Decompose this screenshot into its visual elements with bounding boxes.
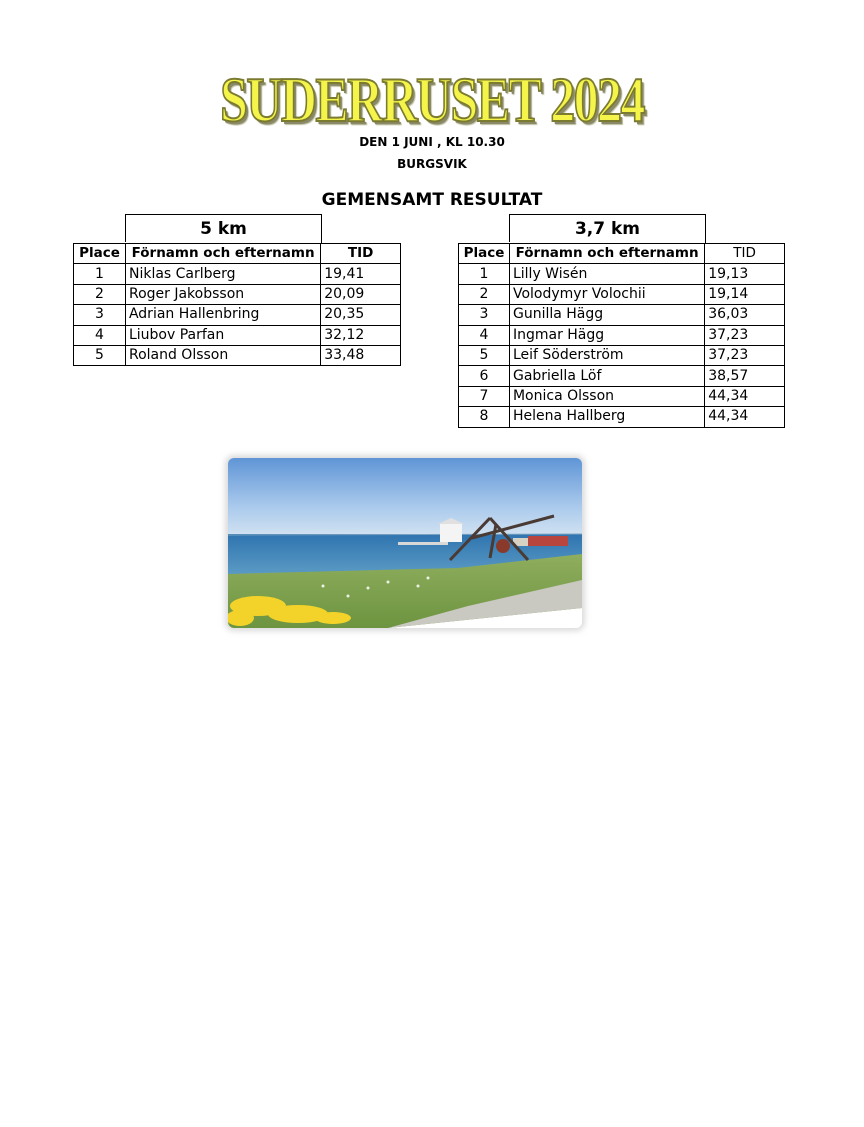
name-cell: Liubov Parfan [125,325,320,345]
table-header-row [74,244,401,264]
section-heading: GEMENSAMT RESULTAT [321,190,543,210]
place-cell: 4 [459,325,510,345]
time-cell: 36,03 [705,305,785,325]
table-row [459,284,785,304]
name-cell: Ingmar Hägg [509,325,704,345]
column-header-time: TID [321,244,401,264]
distance-label-37km: 3,7 km [509,214,706,242]
place-cell: 1 [459,264,510,284]
time-cell: 19,13 [705,264,785,284]
time-cell: 37,23 [705,325,785,345]
time-cell: 44,34 [705,407,785,427]
table-row [74,264,401,284]
event-location: BURGSVIK [397,157,467,171]
place-cell: 2 [459,284,510,304]
table-row [74,345,401,365]
column-header-name: Förnamn och efternamn [125,244,320,264]
name-cell: Niklas Carlberg [125,264,320,284]
table-row [459,345,785,365]
column-divider [705,214,706,244]
table-row [459,386,785,406]
red-building [528,536,568,546]
harbor-photo [228,458,582,628]
table-row [74,325,401,345]
column-header-place: Place [459,244,510,264]
name-cell: Lilly Wisén [509,264,704,284]
name-cell: Roger Jakobsson [125,284,320,304]
sky [228,458,582,538]
name-cell: Volodymyr Volochii [509,284,704,304]
time-cell: 20,35 [321,305,401,325]
name-cell: Gunilla Hägg [509,305,704,325]
place-cell: 3 [74,305,126,325]
name-cell: Leif Söderström [509,345,704,365]
table-row [459,264,785,284]
name-cell: Adrian Hallenbring [125,305,320,325]
time-cell: 20,09 [321,284,401,304]
table-row [459,305,785,325]
time-cell: 44,34 [705,386,785,406]
crane-base [496,539,510,553]
name-cell: Monica Olsson [509,386,704,406]
name-cell: Roland Olsson [125,345,320,365]
place-cell: 5 [74,345,126,365]
column-header-time: TID [705,244,785,264]
time-cell: 37,23 [705,345,785,365]
place-cell: 3 [459,305,510,325]
results-table-37km [458,243,785,428]
time-cell: 19,14 [705,284,785,304]
event-date: DEN 1 JUNI , KL 10.30 [359,135,505,149]
place-cell: 5 [459,345,510,365]
place-cell: 6 [459,366,510,386]
name-cell: Helena Hallberg [509,407,704,427]
column-divider [321,214,322,244]
table-row [459,325,785,345]
place-cell: 2 [74,284,126,304]
distance-label-5km: 5 km [125,214,322,242]
column-header-name: Förnamn och efternamn [509,244,704,264]
time-cell: 38,57 [705,366,785,386]
table-row [459,366,785,386]
pier [398,542,448,545]
place-cell: 8 [459,407,510,427]
harbor-illustration [228,458,582,628]
time-cell: 19,41 [321,264,401,284]
place-cell: 4 [74,325,126,345]
time-cell: 32,12 [321,325,401,345]
place-cell: 7 [459,386,510,406]
event-title: SUDERRUSET 2024 [220,64,644,135]
table-row [74,284,401,304]
boathouse [440,524,462,542]
name-cell: Gabriella Löf [509,366,704,386]
results-table-5km [73,243,401,366]
table-row [74,305,401,325]
time-cell: 33,48 [321,345,401,365]
column-header-place: Place [74,244,126,264]
table-row [459,407,785,427]
table-header-row [459,244,785,264]
place-cell: 1 [74,264,126,284]
